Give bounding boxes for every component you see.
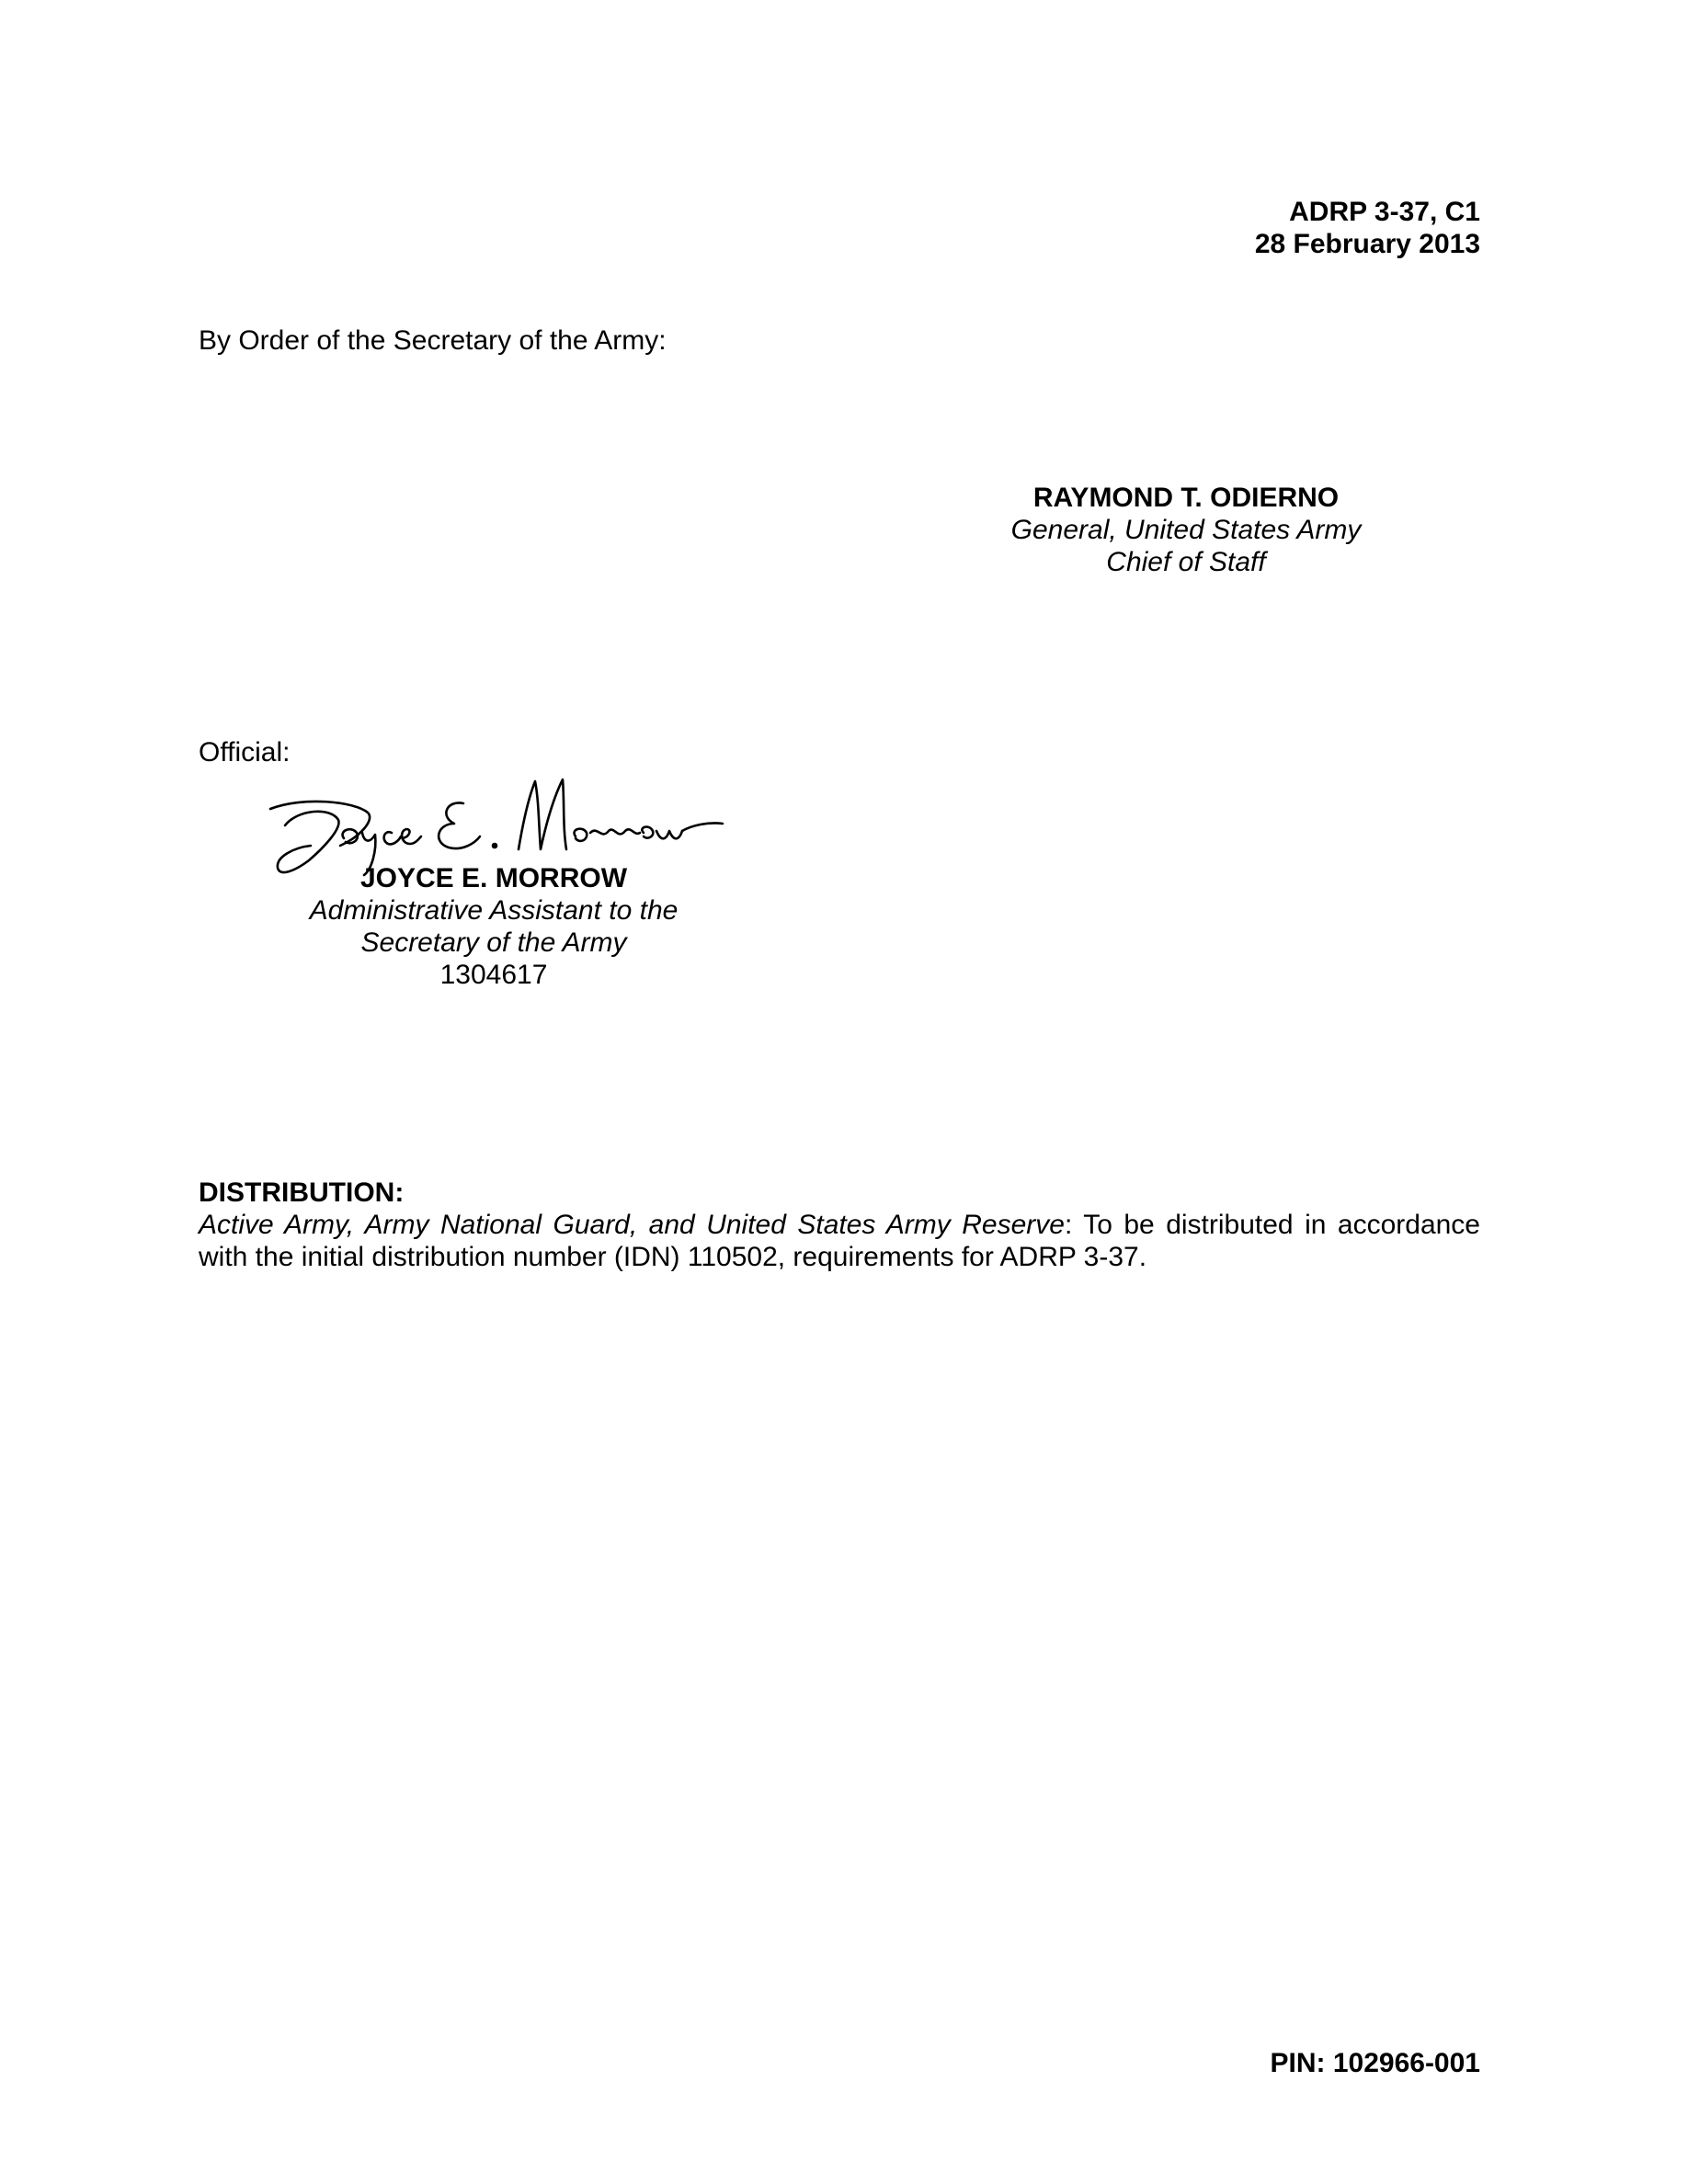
distribution-recipients: Active Army, Army National Guard, and United States Army Reserve — [199, 1210, 1065, 1240]
official-title-line2: Secretary of the Army — [360, 927, 627, 958]
order-line: By Order of the Secretary of the Army: — [199, 325, 667, 356]
publication-number: ADRP 3-37, C1 — [1289, 197, 1480, 227]
chief-title: Chief of Staff — [1106, 547, 1266, 577]
publication-date: 28 February 2013 — [1254, 229, 1480, 259]
chief-rank: General, United States Army — [1010, 515, 1362, 545]
pin-number: PIN: 102966-001 — [1270, 2048, 1480, 2078]
official-label: Official: — [199, 737, 291, 768]
official-signature-block — [264, 862, 724, 991]
official-name: JOYCE E. MORROW — [359, 863, 628, 893]
chief-signature-block — [956, 482, 1416, 578]
distribution-section — [199, 1177, 1480, 1273]
document-header — [1255, 196, 1480, 260]
distribution-body — [199, 1209, 1480, 1273]
official-title-line1: Administrative Assistant to the — [309, 895, 679, 926]
distribution-text: : To be distributed in accordance with the initial distribution number (IDN) 110502, requirements for ADRP 3-37. — [199, 1210, 1480, 1272]
chief-name: RAYMOND T. ODIERNO — [1032, 483, 1340, 513]
distribution-heading: DISTRIBUTION: — [199, 1177, 405, 1208]
official-number: 1304617 — [439, 960, 548, 990]
